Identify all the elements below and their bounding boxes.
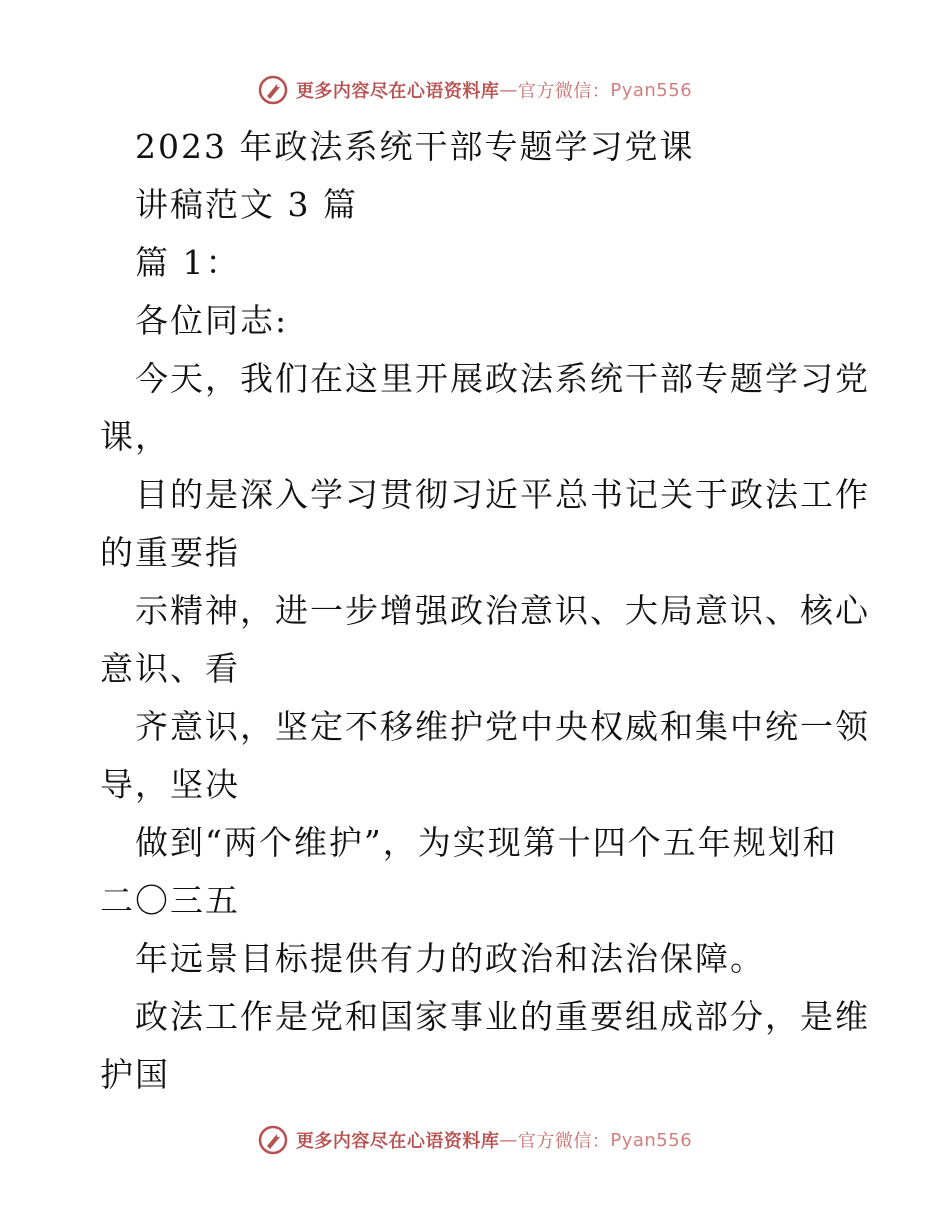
text-line: 年远景目标提供有力的政治和法治保障。 <box>135 939 765 978</box>
text-line: 导，坚决 <box>100 765 240 804</box>
watermark-label: 官方微信： <box>517 81 611 102</box>
pen-logo-icon <box>258 1125 288 1155</box>
watermark-dash: — <box>499 1129 518 1151</box>
watermark-brand: 更多内容尽在心语资料库 <box>295 1131 500 1152</box>
text-line: 护国 <box>100 1055 170 1094</box>
text-line: 各位同志: <box>135 301 289 340</box>
pen-logo-icon <box>258 75 288 105</box>
text-line: 的重要指 <box>100 533 240 572</box>
watermark-wechat-id: Pyan556 <box>610 1129 693 1151</box>
text-line: 齐意识，坚定不移维护党中央权威和集中统一领 <box>135 707 870 746</box>
text-line: 课， <box>100 417 170 456</box>
text-line: 示精神，进一步增强政治意识、大局意识、核心 <box>135 591 870 630</box>
footer-watermark <box>0 1120 950 1160</box>
text-line: 篇 1： <box>135 243 241 282</box>
text-line: 意识、看 <box>100 649 240 688</box>
text-line: 政法工作是党和国家事业的重要组成部分，是维 <box>135 997 870 1036</box>
document-body <box>100 118 870 1104</box>
watermark-wechat-id: Pyan556 <box>610 79 693 101</box>
header-watermark <box>0 70 950 110</box>
text-line: 2023 年政法系统干部专题学习党课 <box>135 127 695 166</box>
watermark-brand: 更多内容尽在心语资料库 <box>295 81 500 102</box>
watermark-dash: — <box>499 79 518 101</box>
text-line: 二〇三五 <box>100 881 240 920</box>
watermark-label: 官方微信： <box>517 1131 611 1152</box>
text-line: 讲稿范文 3 篇 <box>135 185 358 224</box>
text-line: 今天，我们在这里开展政法系统干部专题学习党 <box>135 359 870 398</box>
text-line: 目的是深入学习贯彻习近平总书记关于政法工作 <box>135 475 870 514</box>
text-line: 做到“两个维护”，为实现第十四个五年规划和 <box>135 823 838 862</box>
